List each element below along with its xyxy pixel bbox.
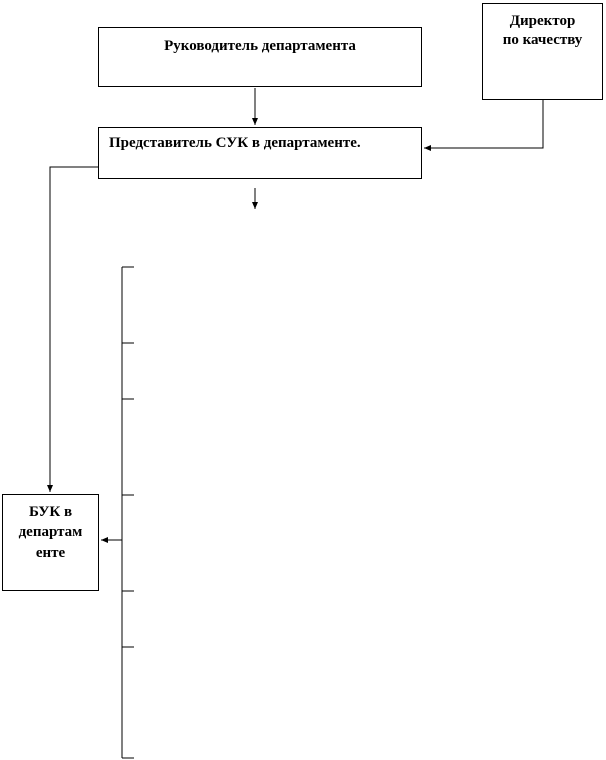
bracket-ticks [122, 267, 134, 758]
qms-office-box [2, 494, 99, 591]
department-head-box [98, 27, 422, 87]
qms-office-label-line1: БУК в [28, 504, 73, 520]
arrow-director-to-rep [424, 100, 543, 148]
qms-representative-box [98, 127, 422, 179]
department-head-label: Руководитель департамента [164, 38, 356, 54]
qms-office-label-line3: енте [35, 544, 66, 561]
quality-director-box [482, 3, 603, 100]
quality-director-label-line2: по качеству [502, 31, 583, 48]
quality-director-label-line1: Директор [509, 13, 576, 29]
qms-office-label-line2: департам [18, 524, 83, 541]
qms-representative-label: Представитель СУК в департаменте. [109, 135, 361, 151]
arrow-rep-to-buk [50, 167, 98, 492]
